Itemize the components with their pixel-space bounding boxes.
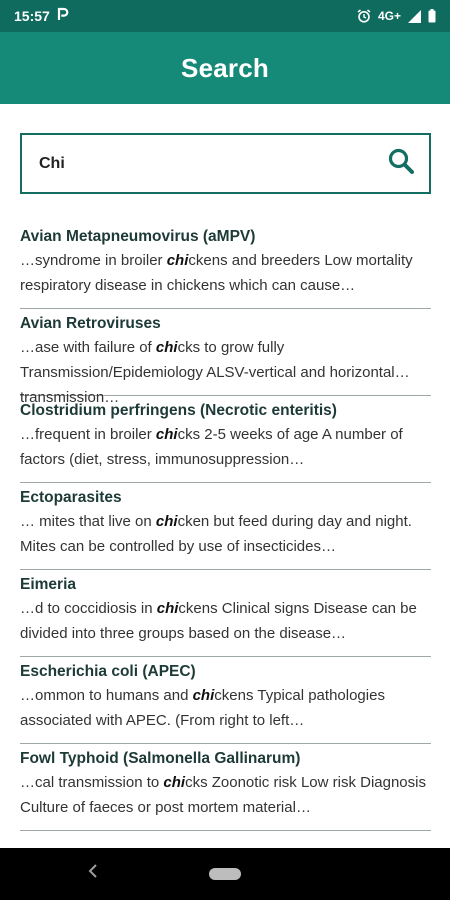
- result-title: Avian Metapneumovirus (aMPV): [20, 228, 256, 245]
- signal-icon: [408, 10, 421, 23]
- list-item[interactable]: [20, 657, 431, 744]
- result-snippet: … mites that live on chicken but feed during day and night. Mites can be controlled by use of insecticides…: [20, 513, 412, 555]
- result-snippet: …ommon to humans and chickens Typical pathologies associated with APEC. (From right to left…: [20, 687, 385, 729]
- match-highlight: chi: [155, 513, 178, 530]
- status-bar: [0, 0, 450, 32]
- result-title: Escherichia coli (APEC): [20, 663, 196, 680]
- back-chevron-icon[interactable]: [88, 862, 98, 885]
- result-snippet: …syndrome in broiler chickens and breeders Low mortality respiratory disease in chickens which can cause…: [20, 252, 413, 294]
- battery-icon: [428, 9, 436, 23]
- network-type: 4G+: [377, 9, 401, 23]
- list-item[interactable]: [20, 222, 431, 309]
- result-snippet: …cal transmission to chicks Zoonotic risk Low risk Diagnosis Culture of faeces or post mortem material…: [20, 774, 426, 816]
- alarm-icon: [357, 9, 371, 23]
- match-highlight: chi: [155, 339, 178, 356]
- result-title: Clostridium perfringens (Necrotic enteritis): [20, 402, 337, 419]
- list-item[interactable]: [20, 570, 431, 657]
- status-left: [14, 8, 69, 24]
- result-title: Eimeria: [20, 576, 77, 593]
- list-item[interactable]: [20, 744, 431, 831]
- app-bar: [0, 32, 450, 104]
- result-title: Ectoparasites: [20, 489, 122, 506]
- results-list: [20, 222, 431, 831]
- search-button[interactable]: [373, 135, 429, 192]
- page-title: Search: [181, 52, 269, 83]
- match-highlight: chi: [166, 252, 189, 269]
- navigation-bar: [0, 848, 450, 900]
- match-highlight: chi: [163, 774, 186, 791]
- result-snippet: …ase with failure of chicks to grow fully Transmission/Epidemiology ALSV-vertical and horizontal transmission…: [20, 339, 395, 406]
- home-pill-icon[interactable]: [209, 868, 241, 880]
- search-icon: [387, 147, 415, 180]
- search-input[interactable]: [39, 135, 373, 192]
- search-box: [20, 133, 431, 194]
- result-title: Fowl Typhoid (Salmonella Gallinarum): [20, 750, 301, 767]
- parking-p-icon: [58, 8, 69, 24]
- match-highlight: chi: [192, 687, 215, 704]
- result-title: Avian Retroviruses: [20, 315, 161, 332]
- result-snippet: …d to coccidiosis in chickens Clinical signs Disease can be divided into three groups based on the disease…: [20, 600, 417, 642]
- list-item[interactable]: [20, 309, 431, 406]
- list-item[interactable]: [20, 483, 431, 570]
- match-highlight: chi: [155, 426, 178, 443]
- status-time: 15:57: [14, 8, 50, 24]
- status-right: [357, 9, 436, 23]
- list-item[interactable]: [20, 396, 431, 483]
- result-snippet: …frequent in broiler chicks 2-5 weeks of age A number of factors (diet, stress, immunosuppression…: [20, 426, 403, 468]
- match-highlight: chi: [156, 600, 179, 617]
